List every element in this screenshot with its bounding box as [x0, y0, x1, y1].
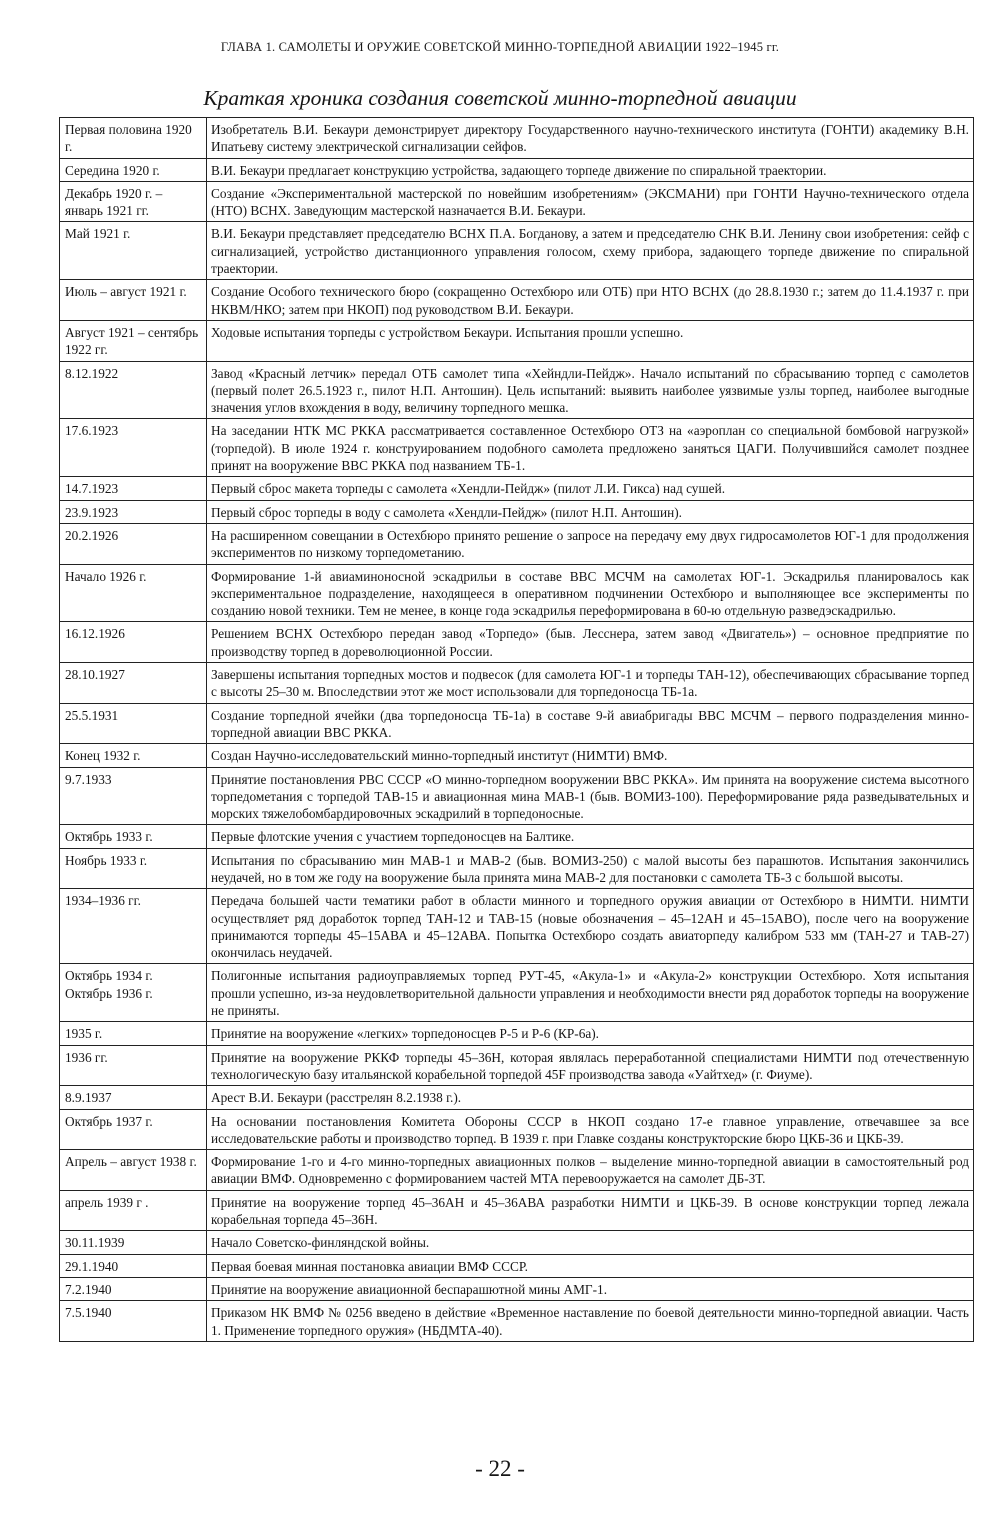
chronicle-event: В.И. Бекаури представляет председателю ВСНХ П.А. Богданову, а затем и председателю СНК В.И. Ленину свои изобретения: сейф с сигнализацией, устройство дистанционного управления голосом, схему прибора, задающего торпеде движение по спиральной траектории. [207, 222, 974, 280]
chronicle-event: Приказом НК ВМФ № 0256 введено в действие «Временное наставление по боевой деятельности минно-торпедной авиации. Часть 1. Применение торпедного оружия» (НБДМТА-40). [207, 1301, 974, 1342]
chronicle-event: Создание Особого технического бюро (сокращенно Остехбюро или ОТБ) при НТО ВСНХ (до 28.8.1930 г.; затем до 11.4.1937 г. при НКВМ/НКО; затем при НКОП) под руководством В.И. Бекаури. [207, 280, 974, 321]
chronicle-event: Принятие на вооружение авиационной беспарашютной мины АМГ-1. [207, 1277, 974, 1300]
table-row [60, 1045, 974, 1086]
table-row [60, 622, 974, 663]
chronicle-date: Октябрь 1937 г. [60, 1109, 207, 1150]
chronicle-event: Завершены испытания торпедных мостов и подвесок (для самолета ЮГ-1 и торпеды ТАН-12), обеспечивающих сбрасывание торпед с высоты 25–30 м. Впоследствии этот же мост использовали для торпедоносца ТБ-1а. [207, 663, 974, 704]
chronicle-event: Начало Советско-финляндской войны. [207, 1231, 974, 1254]
chronicle-event: Формирование 1-го и 4-го минно-торпедных авиационных полков – выделение минно-торпедной авиации в самостоятельный род авиации ВМФ. Одновременно с формированием частей МТА перевооружается на самолет ДБ-3Т. [207, 1150, 974, 1191]
chronicle-event: Первая боевая минная постановка авиации ВМФ СССР. [207, 1254, 974, 1277]
chronicle-date: 1935 г. [60, 1022, 207, 1045]
table-row [60, 767, 974, 825]
table-row [60, 1277, 974, 1300]
chronicle-event: Принятие на вооружение «легких» торпедоносцев Р-5 и Р-6 (КР-6а). [207, 1022, 974, 1045]
table-row [60, 361, 974, 419]
table-row [60, 280, 974, 321]
chronicle-event: Первый сброс торпеды в воду с самолета «Хендли-Пейдж» (пилот Н.П. Антошин). [207, 500, 974, 523]
table-row [60, 964, 974, 1022]
running-head: ГЛАВА 1. САМОЛЕТЫ И ОРУЖИЕ СОВЕТСКОЙ МИННО-ТОРПЕДНОЙ АВИАЦИИ 1922–1945 гг. [220, 40, 780, 54]
chronicle-date: Конец 1932 г. [60, 744, 207, 767]
table-row [60, 1150, 974, 1191]
chronicle-event: В.И. Бекаури предлагает конструкцию устройства, задающего торпеде движение по спиральной траектории. [207, 158, 974, 181]
table-row [60, 889, 974, 964]
chronicle-date: Середина 1920 г. [60, 158, 207, 181]
table-row [60, 744, 974, 767]
table-row [60, 1022, 974, 1045]
chronicle-event: Формирование 1-й авиаминоносной эскадрильи в составе ВВС МСЧМ на самолетах ЮГ-1. Эскадрилья планировалось как экспериментальное подразделение, находящееся в оперативном подчинении Остехбюро и выполняющее все эксперименты по созданию новой техники. Тем не менее, в конце года эскадрилья переформирована в 60-ю отдельную разведэскадрилью. [207, 564, 974, 622]
chronicle-event: Полигонные испытания радиоуправляемых торпед РУТ-45, «Акула-1» и «Акула-2» конструкции Остехбюро. Хотя испытания прошли успешно, из-за неудовлетворительной дальности управления и необходимости внести ряд доработок торпеды на вооружение не приняты. [207, 964, 974, 1022]
table-row [60, 703, 974, 744]
table-row [60, 564, 974, 622]
chronicle-event: Первые флотские учения с участием торпедоносцев на Балтике. [207, 825, 974, 848]
table-row [60, 1109, 974, 1150]
chronicle-date: Апрель – август 1938 г. [60, 1150, 207, 1191]
table-row [60, 1231, 974, 1254]
chronicle-date: Декабрь 1920 г. – январь 1921 гг. [60, 181, 207, 222]
table-row [60, 222, 974, 280]
chronicle-date: Май 1921 г. [60, 222, 207, 280]
chronicle-event: Арест В.И. Бекаури (расстрелян 8.2.1938 г.). [207, 1086, 974, 1109]
chronicle-event: На основании постановления Комитета Обороны СССР в НКОП создано 17-е главное управление, отвечавшее за все исследовательские работы и производство торпед. В 1939 г. при Главке созданы конструкторские бюро ЦКБ-36 и ЦКБ-39. [207, 1109, 974, 1150]
table-row [60, 825, 974, 848]
table-row [60, 158, 974, 181]
table-row [60, 118, 974, 159]
chronicle-date: 29.1.1940 [60, 1254, 207, 1277]
chronicle-date: 25.5.1931 [60, 703, 207, 744]
chronicle-table [59, 117, 974, 1342]
chronicle-date: 1936 гг. [60, 1045, 207, 1086]
table-row [60, 320, 974, 361]
chronicle-event: Завод «Красный летчик» передал ОТБ самолет типа «Хейндли-Пейдж». Начало испытаний по сбрасыванию торпед с самолетов (первый полет 26.5.1923 г., пилот Н.П. Антошин). Цель испытаний: выявить наиболее уязвимые узлы торпед, наиболее выгодные значения углов вхождения в воду, величину торпедного мешка. [207, 361, 974, 419]
chronicle-date: 7.5.1940 [60, 1301, 207, 1342]
table-row [60, 1086, 974, 1109]
table-row [60, 1254, 974, 1277]
table-row [60, 477, 974, 500]
table-row [60, 663, 974, 704]
chronicle-date: Первая половина 1920 г. [60, 118, 207, 159]
chronicle-date: апрель 1939 г . [60, 1190, 207, 1231]
chronicle-date: 20.2.1926 [60, 523, 207, 564]
chronicle-event: Передача большей части тематики работ в области минного и торпедного оружия авиации от Остехбюро в НИМТИ. НИМТИ осуществляет ряд доработок торпед ТАН-12 и ТАВ-15 (новые обозначения – 45–12АН и 45–15АВО), после чего на вооружение принимаются торпеды 45–15АВА и 45–12АВА. Попытка Остехбюро создать авиаторпеду калибром 533 мм (ТАН-27 и ТАВ-27) окончилась неудачей. [207, 889, 974, 964]
chronicle-event: Решением ВСНХ Остехбюро передан завод «Торпедо» (быв. Лесснера, затем завод «Двигатель») – основное предприятие по производству торпед в дореволюционной России. [207, 622, 974, 663]
chronicle-date: Август 1921 – сентябрь 1922 гг. [60, 320, 207, 361]
table-row [60, 523, 974, 564]
chronicle-date: Ноябрь 1933 г. [60, 848, 207, 889]
chronicle-date: Начало 1926 г. [60, 564, 207, 622]
table-row [60, 848, 974, 889]
chronicle-body [60, 118, 974, 1342]
chronicle-date: 1934–1936 гг. [60, 889, 207, 964]
chronicle-event: Создан Научно-исследовательский минно-торпедный институт (НИМТИ) ВМФ. [207, 744, 974, 767]
chronicle-date: 30.11.1939 [60, 1231, 207, 1254]
table-row [60, 181, 974, 222]
chronicle-date: 9.7.1933 [60, 767, 207, 825]
chronicle-date: 23.9.1923 [60, 500, 207, 523]
chronicle-event: Принятие на вооружение торпед 45–36АН и 45–36АВА разработки НИМТИ и ЦКБ-39. В основе конструкции торпед лежала корабельная торпеда 45–36Н. [207, 1190, 974, 1231]
chronicle-date: Июль – август 1921 г. [60, 280, 207, 321]
chronicle-date: 8.12.1922 [60, 361, 207, 419]
page-title: Краткая хроника создания советской минно-торпедной авиации [203, 86, 797, 110]
chronicle-event: Принятие постановления РВС СССР «О минно-торпедном вооружении ВВС РККА». Им принята на вооружение система высотного торпедометания с торпедой ТАВ-15 и авиационная мина МАВ-1 (быв. ВОМИЗ-100). Переформирование ряда разведывательных и морских тяжелобомбардировочных эскадрилий в торпедоносные. [207, 767, 974, 825]
chronicle-event: На заседании НТК МС РККА рассматривается составленное Остехбюро ОТЗ на «аэроплан со специальной бомбовой нагрузкой» (торпедой). В июле 1924 г. конструированием подобного самолета предложено заняться ЦАГИ. Получившийся самолет позднее принят на вооружение ВВС РККА под названием ТБ-1. [207, 419, 974, 477]
page-number: - 22 - [475, 1456, 525, 1481]
chronicle-event: Первый сброс макета торпеды с самолета «Хендли-Пейдж» (пилот Л.И. Гикса) над сушей. [207, 477, 974, 500]
table-row [60, 1301, 974, 1342]
chronicle-event: Создание торпедной ячейки (два торпедоносца ТБ-1а) в составе 9-й авиабригады ВВС МСЧМ – первого подразделения минно-торпедной авиации ВВС РККА. [207, 703, 974, 744]
chronicle-event: Принятие на вооружение РККФ торпеды 45–36Н, которая являлась переработанной специалистами НИМТИ под отечественную технологическую базу итальянской корабельной торпедой 45F производства завода «Уайтхед» (г. Фиуме). [207, 1045, 974, 1086]
chronicle-date: 28.10.1927 [60, 663, 207, 704]
chronicle-date: 14.7.1923 [60, 477, 207, 500]
chronicle-event: На расширенном совещании в Остехбюро принято решение о запросе на передачу ему двух гидросамолетов ЮГ-1 для продолжения экспериментов по низкому торпедометанию. [207, 523, 974, 564]
chronicle-event: Испытания по сбрасыванию мин МАВ-1 и МАВ-2 (быв. ВОМИЗ-250) с малой высоты без парашютов. Испытания закончились неудачей, но в том же году на вооружение была принята мина МАВ-2 для постановки с самолета ТБ-3 с большой высоты. [207, 848, 974, 889]
chronicle-event: Создание «Экспериментальной мастерской по новейшим изобретениям» (ЭКСМАНИ) при ГОНТИ Научно-технического отдела (НТО) ВСНХ. Заведующим мастерской назначается В.И. Бекаури. [207, 181, 974, 222]
table-row [60, 500, 974, 523]
table-row [60, 1190, 974, 1231]
chronicle-date: 16.12.1926 [60, 622, 207, 663]
chronicle-date: 17.6.1923 [60, 419, 207, 477]
chronicle-date: 8.9.1937 [60, 1086, 207, 1109]
chronicle-event: Изобретатель В.И. Бекаури демонстрирует директору Государственного научно-технического института (ГОНТИ) академику В.Н. Ипатьеву систему электрической сигнализации сейфов. [207, 118, 974, 159]
chronicle-date: Октябрь 1934 г. Октябрь 1936 г. [60, 964, 207, 1022]
chronicle-date: 7.2.1940 [60, 1277, 207, 1300]
table-row [60, 419, 974, 477]
chronicle-event: Ходовые испытания торпеды с устройством Бекаури. Испытания прошли успешно. [207, 320, 974, 361]
chronicle-date: Октябрь 1933 г. [60, 825, 207, 848]
